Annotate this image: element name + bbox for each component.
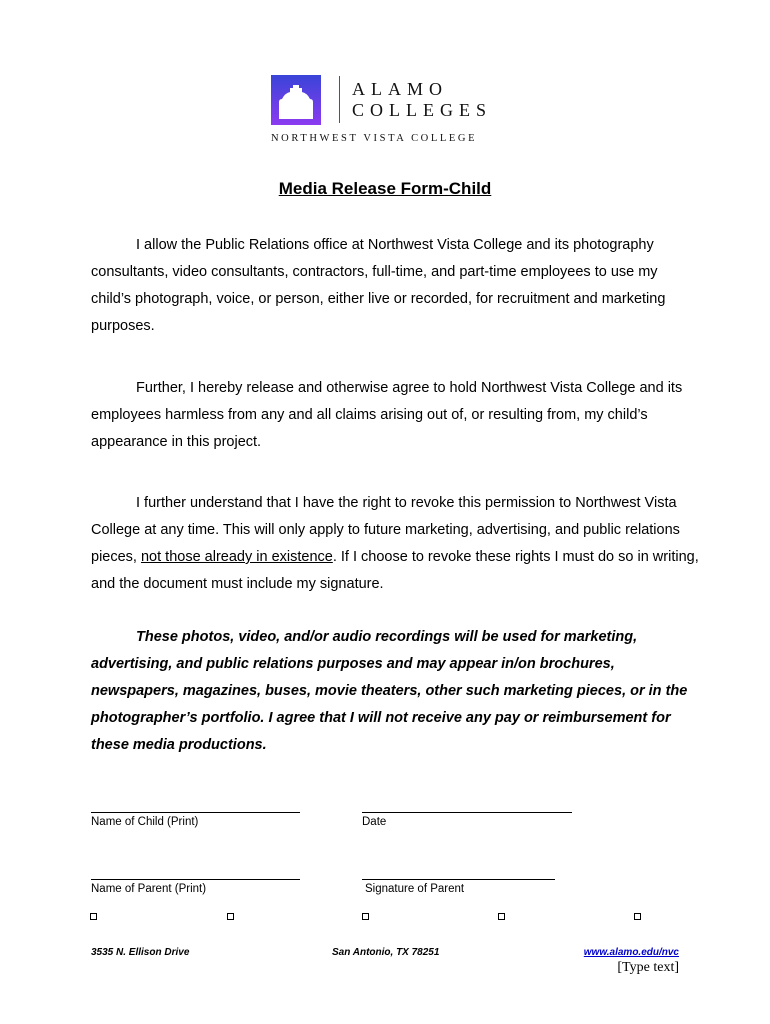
college-logo-icon	[271, 75, 321, 125]
child-name-line[interactable]	[91, 812, 300, 813]
checkbox-marker[interactable]	[362, 913, 369, 920]
date-label: Date	[362, 816, 387, 828]
checkbox-marker[interactable]	[634, 913, 641, 920]
footer-website-link[interactable]: www.alamo.edu/nvc	[583, 947, 679, 958]
parent-signature-label: Signature of Parent	[365, 883, 465, 895]
release-paragraph: Further, I hereby release and otherwise agree to hold Northwest Vista College and its employees harmless from any and all claims arising out of, or resulting from, my child’s appearance in this project.	[91, 380, 683, 450]
logo-campus-name: NORTHWEST VISTA COLLEGE	[271, 133, 478, 144]
type-text-placeholder[interactable]: [Type text]	[617, 960, 679, 975]
logo-alamo-text: ALAMO	[352, 79, 448, 99]
parent-name-line[interactable]	[91, 879, 300, 880]
footer-city: San Antonio, TX 78251	[332, 947, 440, 958]
parent-name-label: Name of Parent (Print)	[91, 883, 207, 895]
footer-address: 3535 N. Ellison Drive	[91, 947, 190, 958]
logo-colleges-text: COLLEGES	[352, 100, 492, 120]
logo-divider	[339, 76, 340, 123]
underlined-phrase: not those already in existence	[140, 549, 333, 565]
consent-paragraph: I allow the Public Relations office at Northwest Vista College and its photography consultants, video consultants, contractors, full-time, and part-time employees to use my child’s photograph, voice, or person, either live or recorded, for recruitment and marketing purposes.	[91, 237, 666, 334]
usage-statement-paragraph: These photos, video, and/or audio recordings will be used for marketing, advertising, and public relations purposes and may appear in/on brochures, newspapers, magazines, buses, movie theaters, other such marketing pieces, or in the photographer’s portfolio. I agree that I will not receive any pay or reimbursement for these media productions.	[91, 629, 688, 753]
date-line[interactable]	[362, 812, 572, 813]
parent-signature-line[interactable]	[362, 879, 555, 880]
page-title: Media Release Form-Child	[278, 179, 492, 198]
checkbox-marker[interactable]	[90, 913, 97, 920]
checkbox-marker[interactable]	[227, 913, 234, 920]
child-name-label: Name of Child (Print)	[91, 816, 199, 828]
revocation-paragraph: I further understand that I have the right to revoke this permission to Northwest Vista College at any time. This will only apply to future marketing, advertising, and public relations pieces, not those already in existence. If I choose to revoke these rights I must do so in writing, and the document must include my signature.	[91, 495, 699, 592]
checkbox-marker[interactable]	[498, 913, 505, 920]
